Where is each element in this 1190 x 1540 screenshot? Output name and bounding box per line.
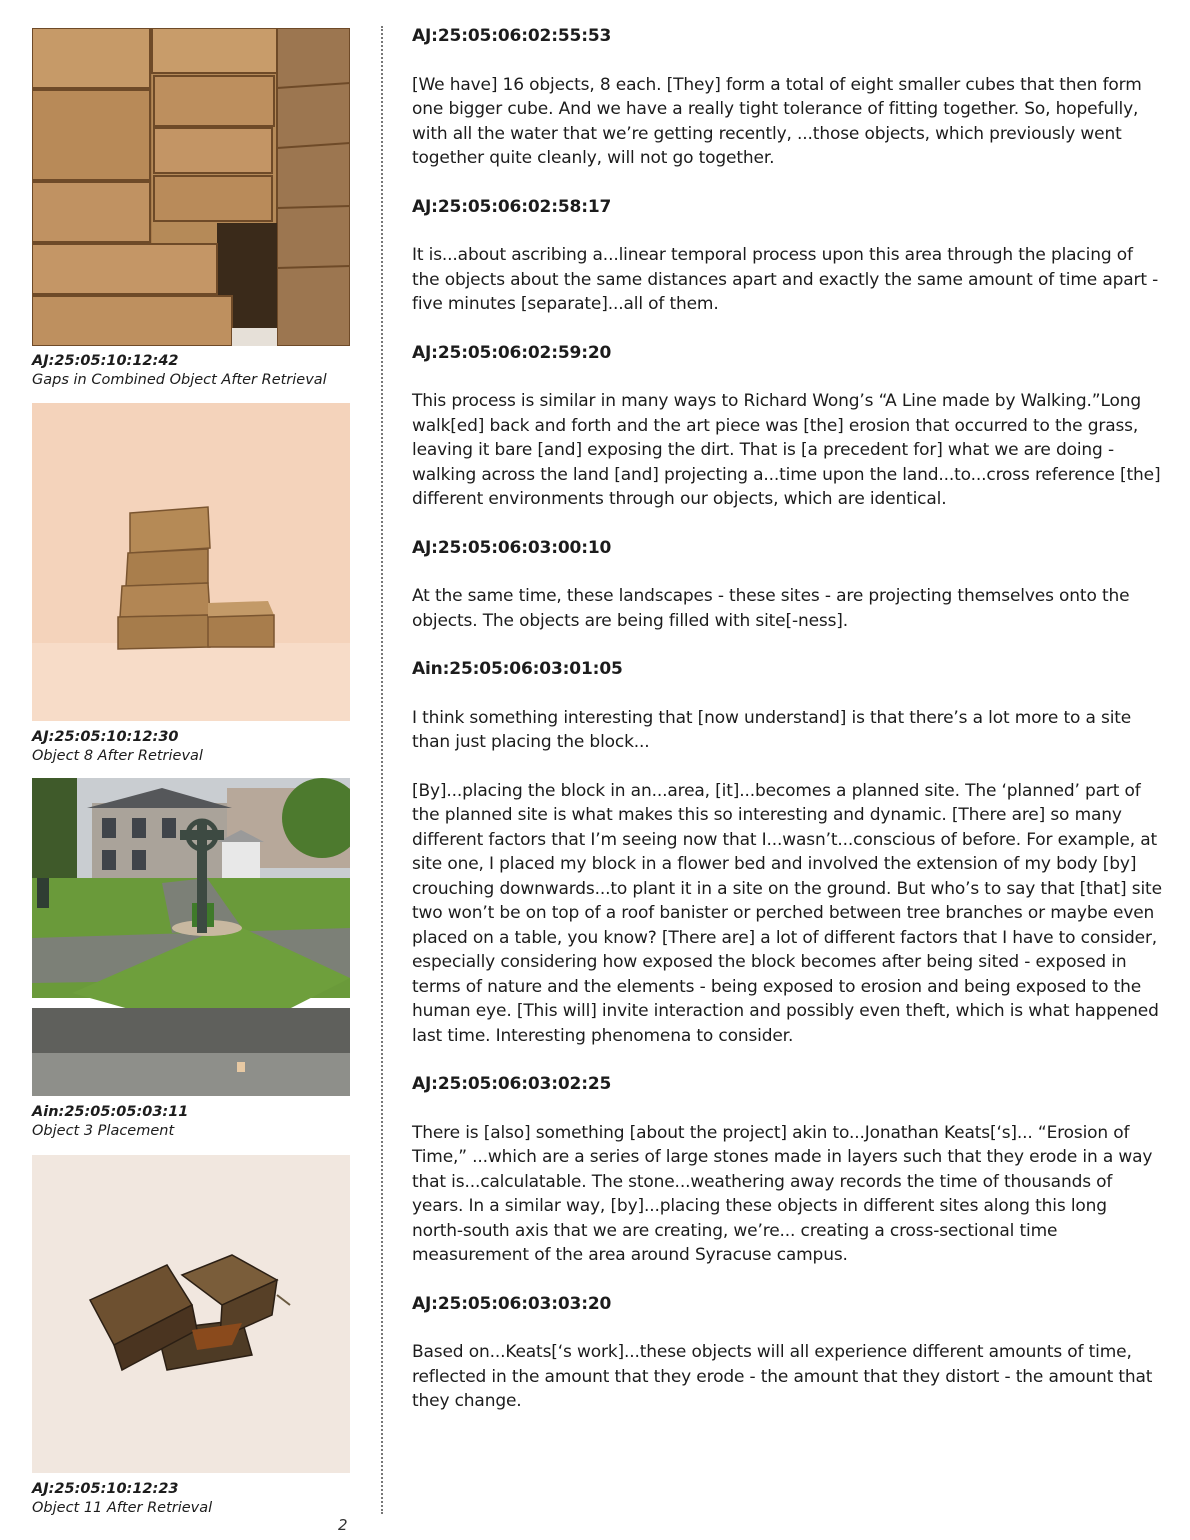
entry-paragraph: At the same time, these landscapes - these sites - are projecting themselves onto the objects. The objects are being filled with site[-ness].	[412, 586, 1130, 631]
entry-paragraph: I think something interesting that [now understand] is that there’s a lot more to a site than just placing the block...	[412, 707, 1132, 752]
entry-timestamp: Ain:25:05:06:03:01:05	[412, 659, 623, 679]
caption-4	[32, 1480, 372, 1518]
entry	[412, 1292, 1162, 1414]
entry	[412, 1072, 1162, 1268]
caption-id: Ain:25:05:05:03:11	[32, 1104, 189, 1120]
entry-timestamp: AJ:25:05:06:02:58:17	[412, 196, 612, 217]
photo-column	[0, 0, 380, 1540]
caption-desc: Object 3 Placement	[32, 1123, 175, 1139]
entry-timestamp: AJ:25:05:06:03:00:10	[412, 537, 612, 558]
entry-timestamp: AJ:25:05:06:02:59:20	[412, 342, 612, 363]
entry-timestamp: AJ:25:05:06:03:02:25	[412, 1074, 612, 1094]
caption-id: AJ:25:05:10:12:23	[32, 1481, 179, 1497]
photo-object-11	[32, 1155, 350, 1473]
entry	[412, 657, 1162, 1048]
photo-gaps-combined-object	[32, 28, 350, 346]
entry	[412, 536, 1162, 634]
entry	[412, 195, 1162, 317]
entry-timestamp: AJ:25:05:06:02:55:53	[412, 26, 612, 46]
caption-id: AJ:25:05:10:12:42	[32, 353, 179, 369]
entry	[412, 341, 1162, 512]
caption-desc: Object 11 After Retrieval	[32, 1500, 213, 1516]
column-divider	[381, 26, 383, 1514]
photo-object-8	[32, 403, 350, 721]
entry-paragraph: [By]...placing the block in an...area, [it]...becomes a planned site. The ‘planned’ part of the planned site is what makes this so interesting and dynamic. [There are] so many different factors that I’m seeing now that I...wasn’t...conscious of before. For example, at site one, I placed my block in a flower bed and involved the extension of my body [by] crouching downwards...to plant it in a site on the ground. But who’s to say that [that] site two won’t be on top of a roof banister or perched between tree branches or maybe even placed on a table, you know? [There are] a lot of different factors that I have to consider, especially considering how exposed the block becomes after being sited - exposed in terms of nature and the elements - being exposed to erosion and being exposed to the human eye. [This will] invite interaction and possibly even theft, which is what happened last time. Interesting phenomena to consider.	[412, 780, 1162, 1046]
caption-desc: Object 8 After Retrieval	[32, 748, 203, 764]
caption-desc: Gaps in Combined Object After Retrieval	[32, 372, 327, 388]
caption-id: AJ:25:05:10:12:30	[32, 729, 179, 745]
caption-2	[32, 728, 372, 766]
entry-timestamp: AJ:25:05:06:03:03:20	[412, 1293, 612, 1314]
transcript-column	[412, 24, 1162, 1438]
entry-paragraph: Based on...Keats[‘s work]...these objects will all experience different amounts of time, reflected in the amount that they erode - the amount that they distort - the amount that they change.	[412, 1342, 1153, 1411]
entry-paragraph: This process is similar in many ways to Richard Wong’s “A Line made by Walking.”Long walk[ed] back and forth and the art piece was [the] erosion that occurred to the grass, leaving it bare [and] exposing the dirt. That is [a precedent for] what we are doing - walking across the land [and] projecting a...time upon the land...to...cross reference [the] different environments through our objects, which are identical.	[412, 391, 1161, 509]
entry-paragraph: It is...about ascribing a...linear temporal process upon this area through the placing of the objects about the same distances apart and exactly the same amount of time apart - five minutes [separate]...all of them.	[412, 245, 1159, 314]
page-number: 2	[338, 1516, 348, 1534]
entry	[412, 24, 1162, 171]
entry-paragraph: There is [also] something [about the project] akin to...Jonathan Keats[‘s]... “Erosion of Time,” ...which are a series of large stones made in layers such that they erode in a way that is...calculatable. The stone...weathering away records the time of thousands of years. In a similar way, [by]...placing these objects in different sites along this long north-south axis that we are creating, we’re... creating a cross-sectional time measurement of the area around Syracuse campus.	[412, 1122, 1153, 1265]
photo-object-3-placement	[32, 778, 350, 1096]
entry-paragraph: [We have] 16 objects, 8 each. [They] form a total of eight smaller cubes that then form one bigger cube. And we have a really tight tolerance of fitting together. So, hopefully, with all the water that we’re getting recently, ...those objects, which previously went together quite cleanly, will not go together.	[412, 74, 1142, 168]
caption-3	[32, 1103, 372, 1141]
caption-1	[32, 352, 372, 390]
